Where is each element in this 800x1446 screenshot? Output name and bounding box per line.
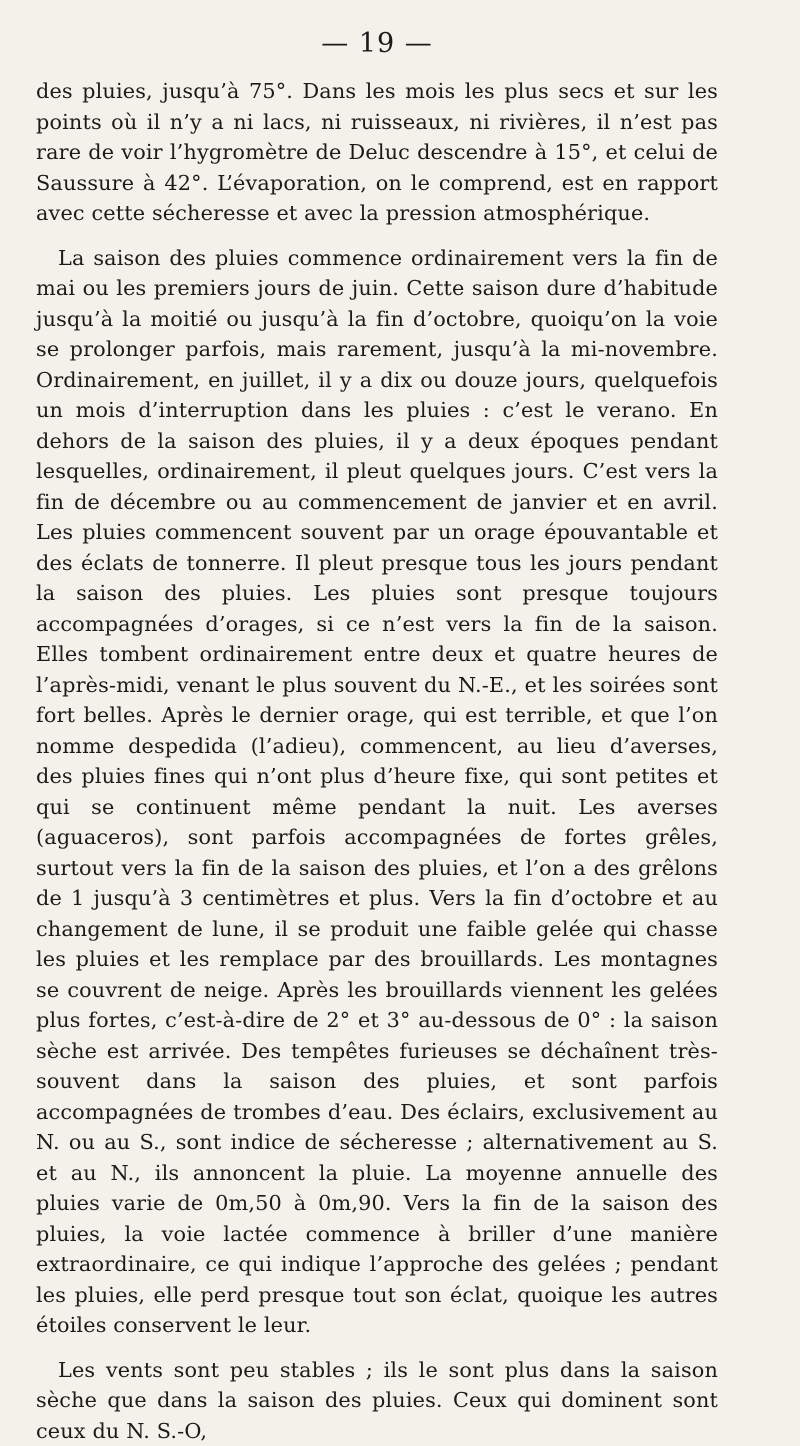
paragraph-1: des pluies, jusqu’à 75°. Dans les mois les plus secs et sur les points où il n’y a ni lacs, ni ruisseaux, ni rivières, il n’est pas rare de voir l’hygromètre de Deluc descendre à 15°, et celui de Saussure à 42°. L’évaporation, on le comprend, est en rapport avec cette sécheresse et avec la pression atmosphérique. — [36, 76, 718, 229]
paragraph-3: Les vents sont peu stables ; ils le sont plus dans la saison sèche que dans la saison des pluies. Ceux qui dominent sont ceux du N. S.-O, — [36, 1355, 718, 1446]
paragraph-2: La saison des pluies commence ordinairement vers la fin de mai ou les premiers jours de juin. Cette saison dure d’habitude jusqu’à la moitié ou jusqu’à la fin d’octobre, quoiqu’on la voie se prolonger parfois, mais rarement, jusqu’à la mi-novembre. Ordinairement, en juillet, il y a dix ou douze jours, quelquefois un mois d’interruption dans les pluies : c’est le verano. En dehors de la saison des pluies, il y a deux époques pendant lesquelles, ordinairement, il pleut quelques jours. C’est vers la fin de décembre ou au commencement de janvier et en avril. Les pluies commencent souvent par un orage épouvantable et des éclats de tonnerre. Il pleut presque tous les jours pendant la saison des pluies. Les pluies sont presque toujours accompagnées d’orages, si ce n’est vers la fin de la saison. Elles tombent ordinairement entre deux et quatre heures de l’après-midi, venant le plus souvent du N.-E., et les soirées sont fort belles. Après le dernier orage, qui est terrible, et que l’on nomme despedida (l’adieu), commencent, au lieu d’averses, des pluies fines qui n’ont plus d’heure fixe, qui sont petites et qui se continuent même pendant la nuit. Les averses (aguaceros), sont parfois accompagnées de fortes grêles, surtout vers la fin de la saison des pluies, et l’on a des grêlons de 1 jusqu’à 3 centimètres et plus. Vers la fin d’octobre et au changement de lune, il se produit une faible gelée qui chasse les pluies et les remplace par des brouillards. Les montagnes se couvrent de neige. Après les brouillards viennent les gelées plus fortes, c’est-à-dire de 2° et 3° au-dessous de 0° : la saison sèche est arrivée. Des tempêtes furieuses se déchaînent très-souvent dans la saison des pluies, et sont parfois accompagnées de trombes d’eau. Des éclairs, exclusivement au N. ou au S., sont indice de sécheresse ; alternativement au S. et au N., ils annoncent la pluie. La moyenne annuelle des pluies varie de 0m,50 à 0m,90. Vers la fin de la saison des pluies, la voie lactée commence à briller d’une manière extraordinaire, ce qui indique l’approche des gelées ; pendant les pluies, elle perd presque tout son éclat, quoique les autres étoiles conservent le leur. — [36, 243, 718, 1341]
page-number: — 19 — — [36, 26, 718, 62]
